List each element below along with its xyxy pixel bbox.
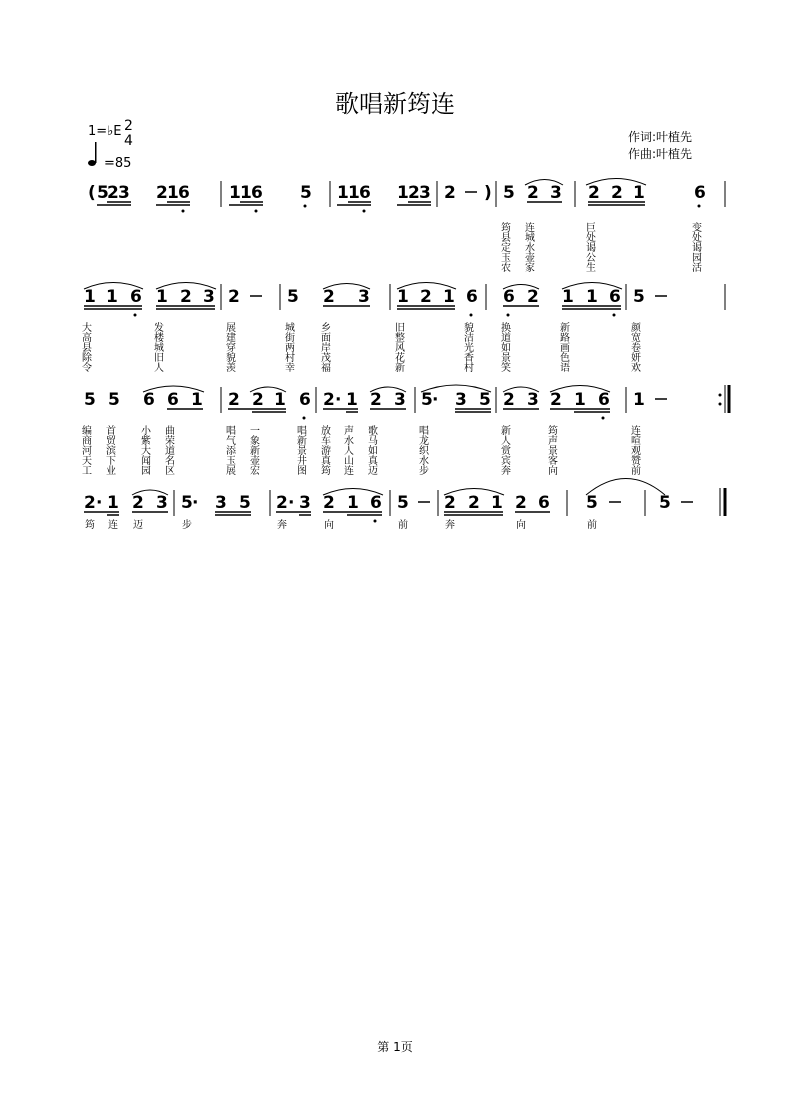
svg-text:变处谒园活: 变处谒园活 xyxy=(689,222,701,272)
score-line-4 xyxy=(84,479,725,523)
svg-text:2: 2 xyxy=(323,390,335,410)
svg-text:旧整风花新: 旧整风花新 xyxy=(392,322,404,372)
svg-text:2: 2 xyxy=(444,493,456,513)
svg-text:向: 向 xyxy=(324,520,334,531)
svg-text:1: 1 xyxy=(229,183,241,203)
svg-text:6: 6 xyxy=(538,493,550,513)
svg-text:1: 1 xyxy=(586,287,598,307)
svg-text:1: 1 xyxy=(167,183,179,203)
svg-text:·: · xyxy=(96,493,103,513)
svg-text:6: 6 xyxy=(251,183,263,203)
svg-text:貌洁光香村: 貌洁光香村 xyxy=(461,322,473,372)
svg-text:1: 1 xyxy=(633,183,645,203)
svg-text:放车游真筠: 放车游真筠 xyxy=(318,425,330,475)
svg-text:连喧观赞前: 连喧观赞前 xyxy=(628,425,640,475)
svg-text:2: 2 xyxy=(420,287,432,307)
svg-text:5: 5 xyxy=(181,493,193,513)
svg-text:3: 3 xyxy=(156,493,168,513)
svg-text:筠: 筠 xyxy=(85,520,95,531)
score-line-1 xyxy=(88,179,725,213)
svg-text:2: 2 xyxy=(252,390,264,410)
svg-text:5: 5 xyxy=(287,287,299,307)
svg-text:5: 5 xyxy=(108,390,120,410)
svg-text:大高县除令: 大高县除令 xyxy=(79,322,91,372)
lyrics-line-1 xyxy=(499,221,702,273)
svg-text:6: 6 xyxy=(598,390,610,410)
svg-text:城街两村幸: 城街两村幸 xyxy=(282,322,294,372)
time-signature-bottom: 4 xyxy=(124,133,133,149)
svg-text:编商河天工: 编商河天工 xyxy=(79,425,91,475)
svg-text:5: 5 xyxy=(300,183,312,203)
svg-text:连: 连 xyxy=(108,520,118,531)
svg-text:1: 1 xyxy=(156,287,168,307)
svg-text:1: 1 xyxy=(240,183,252,203)
svg-text:5: 5 xyxy=(97,183,109,203)
svg-text:5: 5 xyxy=(586,493,598,513)
time-signature-top: 2 xyxy=(124,118,133,134)
svg-text:6: 6 xyxy=(299,390,311,410)
svg-text:1: 1 xyxy=(337,183,349,203)
svg-text:曲荣道名区: 曲荣道名区 xyxy=(162,425,174,475)
svg-text:): ) xyxy=(484,183,492,203)
svg-text:2: 2 xyxy=(611,183,623,203)
svg-text:2: 2 xyxy=(503,390,515,410)
svg-text:3: 3 xyxy=(358,287,370,307)
svg-text:6: 6 xyxy=(370,493,382,513)
lyricist-credit: 作词:叶植先 xyxy=(628,130,693,144)
svg-text:5: 5 xyxy=(84,390,96,410)
svg-text:一象新壶宏: 一象新壶宏 xyxy=(247,425,259,475)
svg-text:3: 3 xyxy=(419,183,431,203)
svg-text:筠声景客向: 筠声景客向 xyxy=(545,425,557,475)
svg-text:1: 1 xyxy=(191,390,203,410)
svg-text:5: 5 xyxy=(421,390,433,410)
svg-text:·: · xyxy=(288,493,295,513)
svg-text:1: 1 xyxy=(562,287,574,307)
svg-text:唱新景井图: 唱新景井图 xyxy=(294,425,306,475)
svg-text:2: 2 xyxy=(228,287,240,307)
svg-text:3: 3 xyxy=(527,390,539,410)
lyrics-line-2 xyxy=(80,321,641,373)
svg-text:3: 3 xyxy=(203,287,215,307)
svg-text:2: 2 xyxy=(132,493,144,513)
svg-text:歌马如真迈: 歌马如真迈 xyxy=(365,425,377,475)
svg-text:连城水壶家: 连城水壶家 xyxy=(522,222,534,272)
svg-text:2: 2 xyxy=(527,287,539,307)
svg-text:首贸滨下业: 首贸滨下业 xyxy=(103,425,115,475)
svg-text:2: 2 xyxy=(276,493,288,513)
svg-text:5: 5 xyxy=(659,493,671,513)
svg-text:唱龙织水步: 唱龙织水步 xyxy=(416,425,428,475)
svg-text:2: 2 xyxy=(527,183,539,203)
score-line-3 xyxy=(84,385,729,420)
svg-text:乡面岸茂福: 乡面岸茂福 xyxy=(318,322,330,372)
svg-text:5: 5 xyxy=(397,493,409,513)
svg-text:新人赏宾奔: 新人赏宾奔 xyxy=(498,425,510,475)
svg-text:2: 2 xyxy=(408,183,420,203)
svg-text:奔: 奔 xyxy=(445,520,455,531)
svg-text:6: 6 xyxy=(609,287,621,307)
svg-text:6: 6 xyxy=(143,390,155,410)
svg-text:6: 6 xyxy=(167,390,179,410)
svg-text:奔: 奔 xyxy=(277,520,287,531)
svg-text:1: 1 xyxy=(274,390,286,410)
svg-text:唱气添玉展: 唱气添玉展 xyxy=(223,425,235,475)
svg-text:3: 3 xyxy=(550,183,562,203)
svg-text:巨处谒公生: 巨处谒公生 xyxy=(583,222,595,272)
key-signature: 1=♭E xyxy=(88,124,122,139)
svg-text:筠县定玉农: 筠县定玉农 xyxy=(498,222,510,272)
svg-text:5: 5 xyxy=(633,287,645,307)
svg-text:6: 6 xyxy=(178,183,190,203)
svg-text:2: 2 xyxy=(228,390,240,410)
svg-text:·: · xyxy=(335,390,342,410)
svg-text:1: 1 xyxy=(348,183,360,203)
svg-text:前: 前 xyxy=(398,520,408,531)
svg-text:1: 1 xyxy=(491,493,503,513)
svg-text:3: 3 xyxy=(299,493,311,513)
svg-text:3: 3 xyxy=(394,390,406,410)
svg-text:2: 2 xyxy=(180,287,192,307)
svg-text:2: 2 xyxy=(444,183,456,203)
svg-text:2: 2 xyxy=(84,493,96,513)
svg-text:3: 3 xyxy=(118,183,130,203)
svg-text:1: 1 xyxy=(443,287,455,307)
svg-text:颜宽卷妍欢: 颜宽卷妍欢 xyxy=(628,322,640,372)
svg-text:1: 1 xyxy=(106,287,118,307)
svg-text:小紫大闻园: 小紫大闻园 xyxy=(138,425,150,475)
svg-text:3: 3 xyxy=(455,390,467,410)
svg-text:1: 1 xyxy=(397,183,409,203)
svg-text:2: 2 xyxy=(156,183,168,203)
svg-text:2: 2 xyxy=(468,493,480,513)
svg-text:换道如景笑: 换道如景笑 xyxy=(498,322,510,372)
svg-text:迈: 迈 xyxy=(133,520,143,531)
svg-text:3: 3 xyxy=(215,493,227,513)
svg-text:5: 5 xyxy=(239,493,251,513)
svg-text:(: ( xyxy=(88,183,96,203)
svg-text:前: 前 xyxy=(587,520,597,531)
svg-text:5: 5 xyxy=(479,390,491,410)
svg-text:2: 2 xyxy=(515,493,527,513)
svg-text:6: 6 xyxy=(694,183,706,203)
svg-text:2: 2 xyxy=(370,390,382,410)
svg-text:1: 1 xyxy=(346,390,358,410)
svg-text:1: 1 xyxy=(574,390,586,410)
svg-text:2: 2 xyxy=(323,493,335,513)
svg-text:2: 2 xyxy=(323,287,335,307)
svg-text:6: 6 xyxy=(130,287,142,307)
svg-text:声水人山连: 声水人山连 xyxy=(341,425,353,475)
svg-text:新路画色语: 新路画色语 xyxy=(557,322,569,372)
svg-text:·: · xyxy=(192,493,199,513)
svg-text:2: 2 xyxy=(588,183,600,203)
svg-text:步: 步 xyxy=(182,520,192,531)
svg-text:2: 2 xyxy=(107,183,119,203)
svg-text:1: 1 xyxy=(633,390,645,410)
svg-text:1: 1 xyxy=(397,287,409,307)
svg-text:6: 6 xyxy=(503,287,515,307)
svg-text:1: 1 xyxy=(347,493,359,513)
svg-text:发楼城旧人: 发楼城旧人 xyxy=(151,322,163,372)
svg-text:6: 6 xyxy=(466,287,478,307)
svg-text:1: 1 xyxy=(84,287,96,307)
score-line-2 xyxy=(84,283,725,317)
page-footer: 第 1页 xyxy=(377,1040,413,1054)
svg-text:5: 5 xyxy=(503,183,515,203)
svg-text:1: 1 xyxy=(107,493,119,513)
svg-text:·: · xyxy=(432,390,439,410)
svg-text:6: 6 xyxy=(359,183,371,203)
lyrics-line-3 xyxy=(80,424,641,476)
lyrics-line-4 xyxy=(85,518,597,531)
tempo-mark: =85 xyxy=(104,156,132,171)
composer-credit: 作曲:叶植先 xyxy=(628,147,693,161)
svg-text:展建穿貌羡: 展建穿貌羡 xyxy=(223,322,235,372)
svg-text:向: 向 xyxy=(516,520,526,531)
song-title: 歌唱新筠连 xyxy=(335,90,455,118)
svg-text:2: 2 xyxy=(550,390,562,410)
